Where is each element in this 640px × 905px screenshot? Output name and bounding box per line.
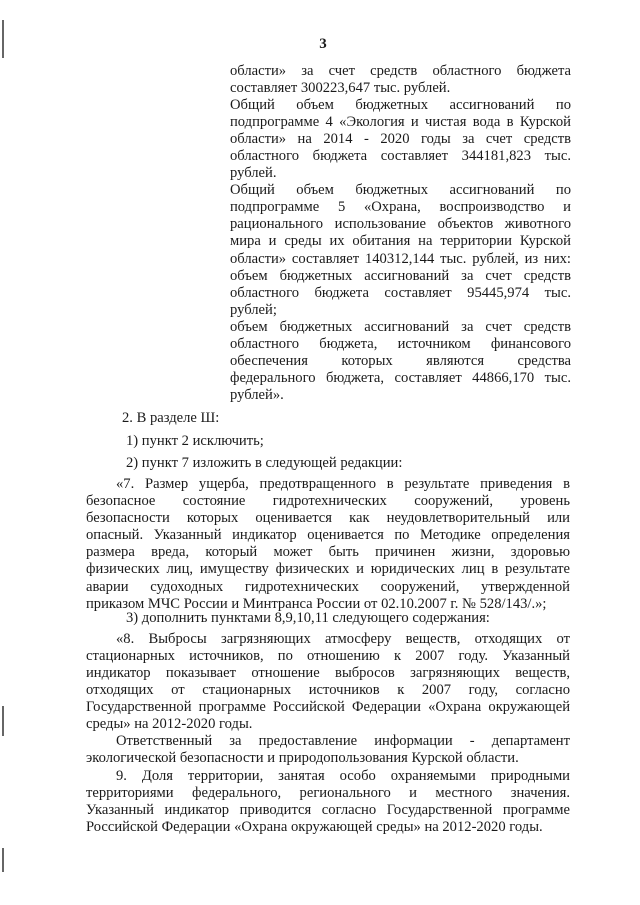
subitem-2: 2) пункт 7 изложить в следующей редакции: [126, 455, 403, 471]
text-line: областного бюджета составляет 95445,974 тыс. [230, 284, 571, 301]
text-line: размера вреда, который может быть причинен жизни, здоровью [86, 544, 570, 561]
paragraph-responsible [86, 733, 570, 767]
text-line: объем бюджетных ассигнований за счет средств [230, 318, 571, 335]
paragraph-7 [86, 476, 570, 613]
text-line: «7. Размер ущерба, предотвращенного в результате приведения в [116, 476, 570, 492]
text-line: Указанный индикатор приводится согласно Государственной программе [86, 802, 570, 819]
text-line: мира и среды их обитания на территории Курской [230, 233, 571, 250]
paragraph-8 [86, 631, 570, 734]
text-line: среды» на 2012-2020 годы. [86, 716, 253, 733]
text-line: физических лиц, имуществу физических и юридических лиц в результате [86, 561, 570, 578]
text-line: отходящих от стационарных источников к 2007 году, согласно [86, 682, 570, 699]
text-line: Государственной программе Российской Федерации «Охрана окружающей [86, 699, 570, 716]
text-line: безопасности которых оценивается как неудовлетворительный или [86, 510, 570, 527]
text-line: областного бюджета, источником финансового [230, 335, 571, 352]
scan-edge-mark-top [2, 20, 4, 58]
text-line: безопасное состояние гидротехнических сооружений, уровень [86, 493, 570, 510]
text-line: приказом МЧС России и Минтранса России от 02.10.2007 г. № 528/143/.»; [86, 595, 547, 612]
scan-edge-mark-middle [2, 706, 4, 736]
budget-allocation-block [230, 63, 571, 404]
scan-edge-mark-bottom [2, 848, 4, 872]
text-line: 9. Доля территории, занятая особо охраняемыми природными [116, 768, 570, 784]
subitem-1: 1) пункт 2 исключить; [126, 433, 264, 449]
text-line: подпрограмме 4 «Экология и чистая вода в Курской [230, 114, 571, 131]
text-line: области» на 2014 - 2020 годы за счет средств [230, 131, 571, 148]
text-line: объем бюджетных ассигнований за счет средств [230, 267, 571, 284]
text-line: экологической безопасности и природопользования Курской области. [86, 750, 519, 767]
text-line: Общий объем бюджетных ассигнований по [230, 97, 571, 114]
text-line: стационарных источников, по отношению к 2007 году. Указанный [86, 648, 570, 665]
text-line: «8. Выбросы загрязняющих атмосферу веществ, отходящих от [116, 631, 570, 647]
text-line: области» составляет 140312,144 тыс. рублей, из них: [230, 250, 571, 267]
text-line: рублей; [230, 301, 277, 318]
text-line: индикатор показывает отношение выбросов загрязняющих веществ, [86, 665, 570, 682]
text-line: Российской Федерации «Охрана окружающей среды» на 2012-2020 годы. [86, 819, 543, 836]
text-line: подпрограмме 5 «Охрана, воспроизводство и [230, 199, 571, 216]
text-line: опасный. Указанный индикатор оценивается по Методике определения [86, 527, 570, 544]
paragraph-9 [86, 768, 570, 836]
text-line: рублей». [230, 386, 284, 403]
section-3-item: 2. В разделе Ш: [122, 410, 220, 426]
text-line: рублей. [230, 165, 277, 182]
text-line: Общий объем бюджетных ассигнований по [230, 182, 571, 199]
text-line: Ответственный за предоставление информации - департамент [116, 733, 570, 749]
text-line: области» за счет средств областного бюджета [230, 63, 571, 79]
text-line: областного бюджета составляет 344181,823 тыс. [230, 148, 571, 165]
text-line: аварии судоходных гидротехнических сооружений, утвержденной [86, 578, 570, 595]
subitem-3: 3) дополнить пунктами 8,9,10,11 следующего содержания: [126, 610, 490, 626]
text-line: территориями федерального, регионального и местного значения. [86, 785, 570, 802]
text-line: обеспечения которых являются средства [230, 352, 571, 369]
text-line: федерального бюджета, составляет 44866,170 тыс. [230, 369, 571, 386]
text-line: составляет 300223,647 тыс. рублей. [230, 80, 451, 97]
page-number: 3 [319, 36, 327, 52]
text-line: рационального использование объектов животного [230, 216, 571, 233]
